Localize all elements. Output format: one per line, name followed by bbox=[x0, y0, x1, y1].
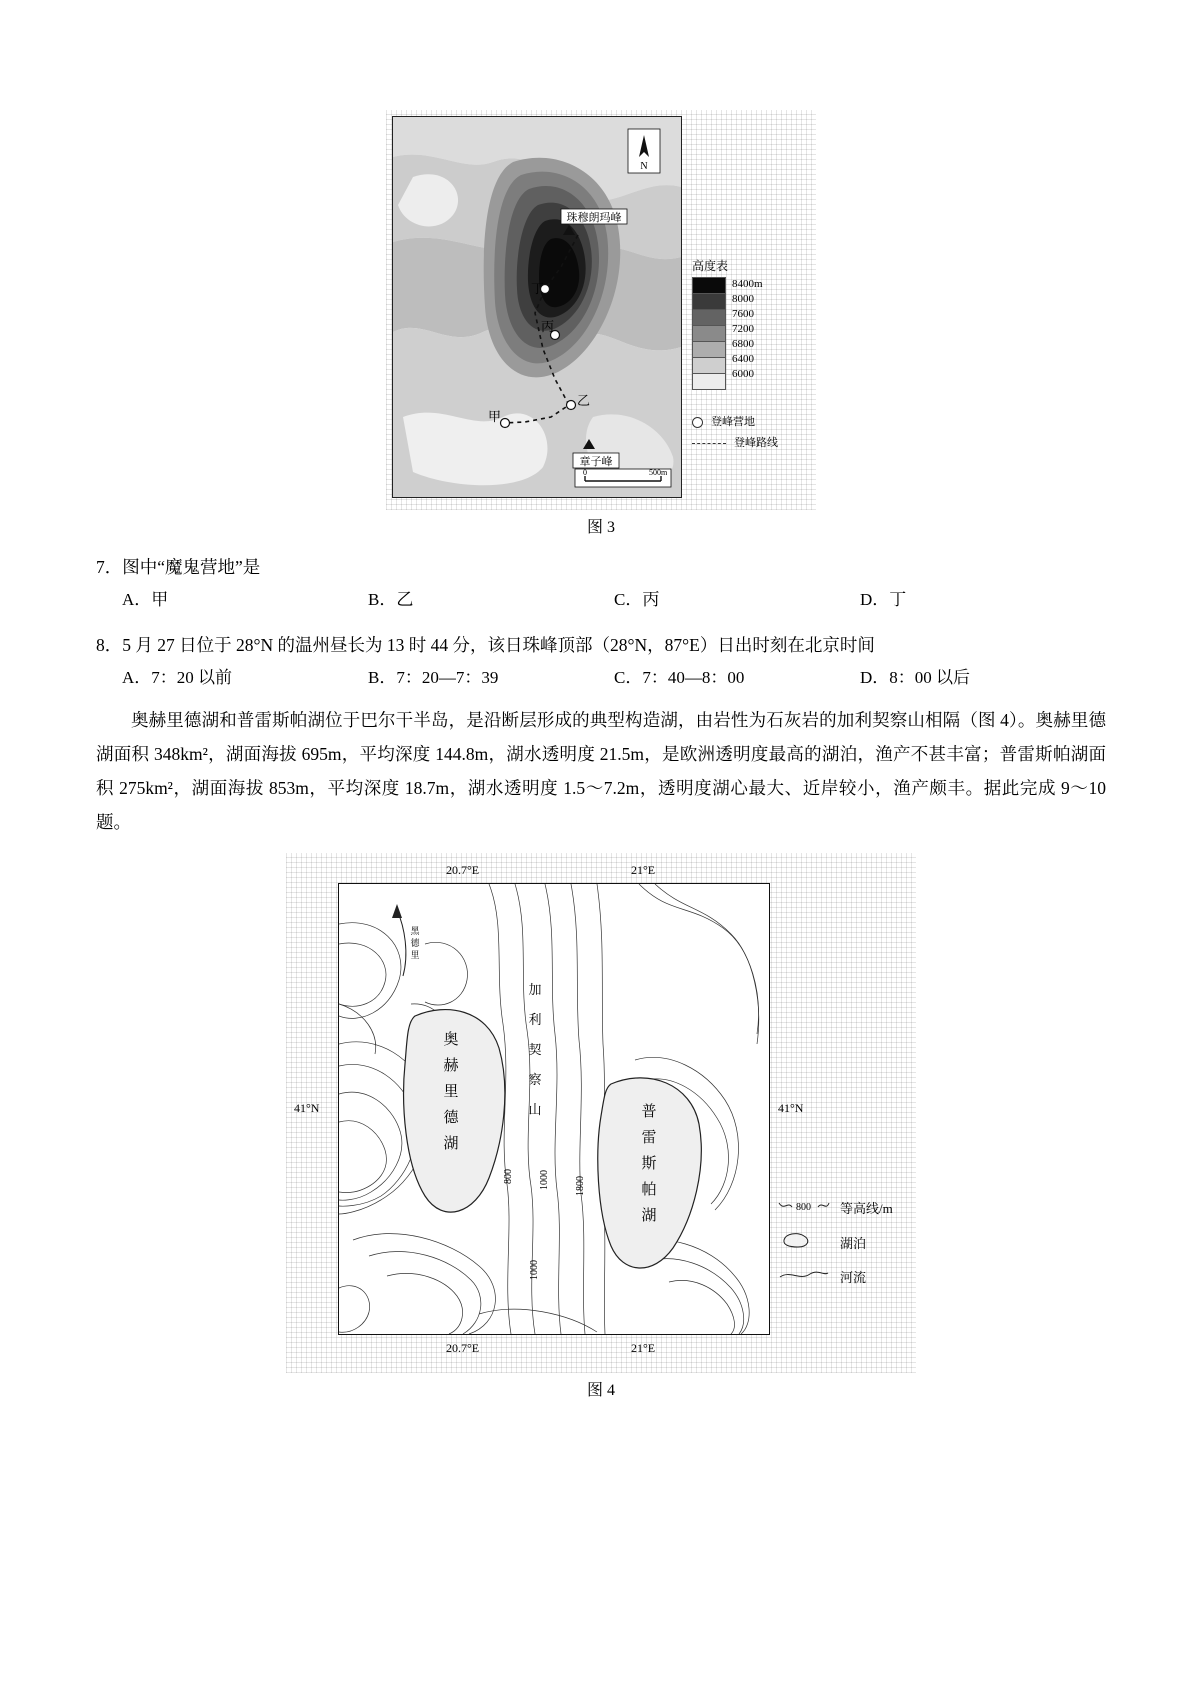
figure-3-map bbox=[392, 116, 682, 498]
legend-label: 7600 bbox=[732, 308, 754, 320]
legend-lake-label: 湖泊 bbox=[840, 1235, 867, 1251]
question-8 bbox=[96, 629, 1106, 693]
svg-text:1000: 1000 bbox=[529, 1260, 540, 1280]
legend-swatch bbox=[692, 309, 726, 325]
svg-text:契: 契 bbox=[528, 1042, 542, 1057]
legend-lake bbox=[778, 1231, 893, 1253]
legend-label: 6400 bbox=[732, 353, 754, 365]
figure-4-bottom-lon-right: 21°E bbox=[631, 1341, 656, 1355]
svg-text:丙: 丙 bbox=[541, 319, 555, 334]
option-c[interactable]: C．丙 bbox=[614, 590, 660, 609]
svg-text:甲: 甲 bbox=[488, 409, 502, 424]
svg-text:珠穆朗玛峰: 珠穆朗玛峰 bbox=[566, 212, 622, 224]
svg-text:丁: 丁 bbox=[531, 281, 545, 296]
legend-label: 8000 bbox=[732, 293, 754, 305]
figure-4-bottom-lon-left: 20.7°E bbox=[446, 1341, 480, 1355]
figure-3-caption: 图 3 bbox=[586, 519, 615, 536]
svg-text:利: 利 bbox=[528, 1012, 542, 1027]
svg-text:N: N bbox=[640, 161, 648, 172]
legend-river bbox=[778, 1267, 893, 1286]
figure-4-legend bbox=[778, 1198, 893, 1300]
svg-text:1800: 1800 bbox=[575, 1176, 586, 1196]
question-8-stem: 8．5 月 27 日位于 28°N 的温州昼长为 13 时 44 分，该日珠峰顶部（28°N，87°E）日出时刻在北京时间 bbox=[96, 635, 875, 655]
legend-label: 6000 bbox=[732, 368, 754, 380]
legend-river-label: 河流 bbox=[840, 1270, 867, 1285]
passage-text: 奥赫里德湖和普雷斯帕湖位于巴尔干半岛，是沿断层形成的典型构造湖，由岩性为石灰岩的加利契察山相隔（图 4）。奥赫里德湖面积 348km²，湖面海拔 695m，平均深度 144.8m，湖水透明度 21.5m，是欧洲透明度最高的湖泊，渔产不甚丰富；普雷斯帕湖面积 275km²，湖面海拔 853m，平均深度 18.7m，湖水透明度 1.5～7.2m，透明度湖心最大、近岸较小，渔产颇丰。据此完成 9～10 题。 bbox=[96, 710, 1106, 832]
legend-label: 6800 bbox=[732, 338, 754, 350]
figure-3-legend bbox=[692, 260, 810, 458]
balkan-lakes-map bbox=[339, 884, 769, 1334]
option-a[interactable]: A．甲 bbox=[122, 590, 169, 609]
everest-contour-map bbox=[393, 117, 681, 497]
svg-text:普: 普 bbox=[641, 1104, 657, 1120]
svg-text:德: 德 bbox=[410, 938, 420, 948]
svg-text:章子峰: 章子峰 bbox=[579, 456, 613, 468]
svg-text:黑: 黑 bbox=[410, 926, 420, 936]
svg-text:山: 山 bbox=[528, 1102, 542, 1117]
svg-text:800: 800 bbox=[796, 1201, 811, 1213]
figure-4-canvas bbox=[286, 853, 916, 1373]
legend-symbol-label: 登峰路线 bbox=[734, 437, 778, 449]
question-7 bbox=[96, 551, 1106, 615]
page-content bbox=[96, 110, 1106, 1400]
figure-4 bbox=[96, 853, 1106, 1400]
svg-text:雷: 雷 bbox=[641, 1130, 657, 1146]
legend-swatch bbox=[692, 325, 726, 341]
figure-4-right-lat: 41°N bbox=[778, 1101, 804, 1115]
figure-4-map bbox=[338, 883, 770, 1335]
option-c[interactable]: C．7：40—8：00 bbox=[614, 668, 745, 687]
contour-line-icon bbox=[778, 1199, 830, 1217]
figure-4-top-lon-left: 20.7°E bbox=[446, 863, 480, 877]
legend-title: 高度表 bbox=[692, 259, 729, 273]
question-8-options bbox=[96, 663, 1106, 693]
svg-text:德: 德 bbox=[443, 1110, 459, 1126]
option-b[interactable]: B．7：20—7：39 bbox=[368, 668, 499, 687]
option-d[interactable]: D．丁 bbox=[860, 590, 907, 609]
svg-text:800: 800 bbox=[503, 1169, 514, 1184]
circle-icon bbox=[692, 417, 703, 428]
figure-4-top-lon-right: 21°E bbox=[631, 863, 656, 877]
option-d[interactable]: D．8：00 以后 bbox=[860, 668, 971, 687]
figure-3-canvas bbox=[386, 110, 816, 510]
svg-text:察: 察 bbox=[528, 1072, 542, 1087]
legend-symbols bbox=[692, 416, 810, 450]
figure-3 bbox=[96, 110, 1106, 537]
svg-text:乙: 乙 bbox=[577, 393, 591, 408]
svg-text:帕: 帕 bbox=[641, 1182, 657, 1198]
option-a[interactable]: A．7：20 以前 bbox=[122, 668, 233, 687]
legend-label: 7200 bbox=[732, 323, 754, 335]
svg-text:里: 里 bbox=[410, 950, 420, 960]
legend-swatch bbox=[692, 373, 726, 390]
figure-4-left-lat: 41°N bbox=[294, 1101, 320, 1115]
svg-text:奥: 奥 bbox=[443, 1032, 459, 1048]
legend-label-column bbox=[732, 277, 763, 390]
legend-symbol-route bbox=[692, 437, 810, 450]
dashed-line-icon bbox=[692, 443, 726, 444]
option-b[interactable]: B．乙 bbox=[368, 590, 414, 609]
figure-4-caption: 图 4 bbox=[586, 1382, 615, 1399]
legend-symbol-label: 登峰营地 bbox=[711, 416, 755, 428]
legend-swatch bbox=[692, 277, 726, 293]
question-7-stem: 7．图中“魔鬼营地”是 bbox=[96, 557, 261, 577]
legend-label: 8400m bbox=[732, 278, 763, 290]
lake-polygon-icon bbox=[778, 1231, 830, 1253]
svg-text:0: 0 bbox=[583, 468, 587, 477]
svg-text:赫: 赫 bbox=[443, 1058, 459, 1074]
svg-text:湖: 湖 bbox=[443, 1136, 459, 1152]
svg-text:加: 加 bbox=[528, 982, 542, 997]
legend-contour bbox=[778, 1198, 893, 1217]
legend-symbol-camp bbox=[692, 416, 810, 429]
svg-text:湖: 湖 bbox=[641, 1208, 657, 1224]
legend-swatch-column bbox=[692, 277, 726, 390]
question-7-options bbox=[96, 585, 1106, 615]
legend-swatch bbox=[692, 341, 726, 357]
svg-text:斯: 斯 bbox=[641, 1156, 657, 1172]
svg-text:500m: 500m bbox=[649, 468, 668, 477]
river-line-icon bbox=[778, 1268, 830, 1286]
legend-contour-label: 等高线/m bbox=[840, 1201, 893, 1216]
svg-text:1000: 1000 bbox=[539, 1170, 550, 1190]
svg-text:里: 里 bbox=[443, 1084, 459, 1100]
legend-swatch bbox=[692, 357, 726, 373]
legend-swatch bbox=[692, 293, 726, 309]
